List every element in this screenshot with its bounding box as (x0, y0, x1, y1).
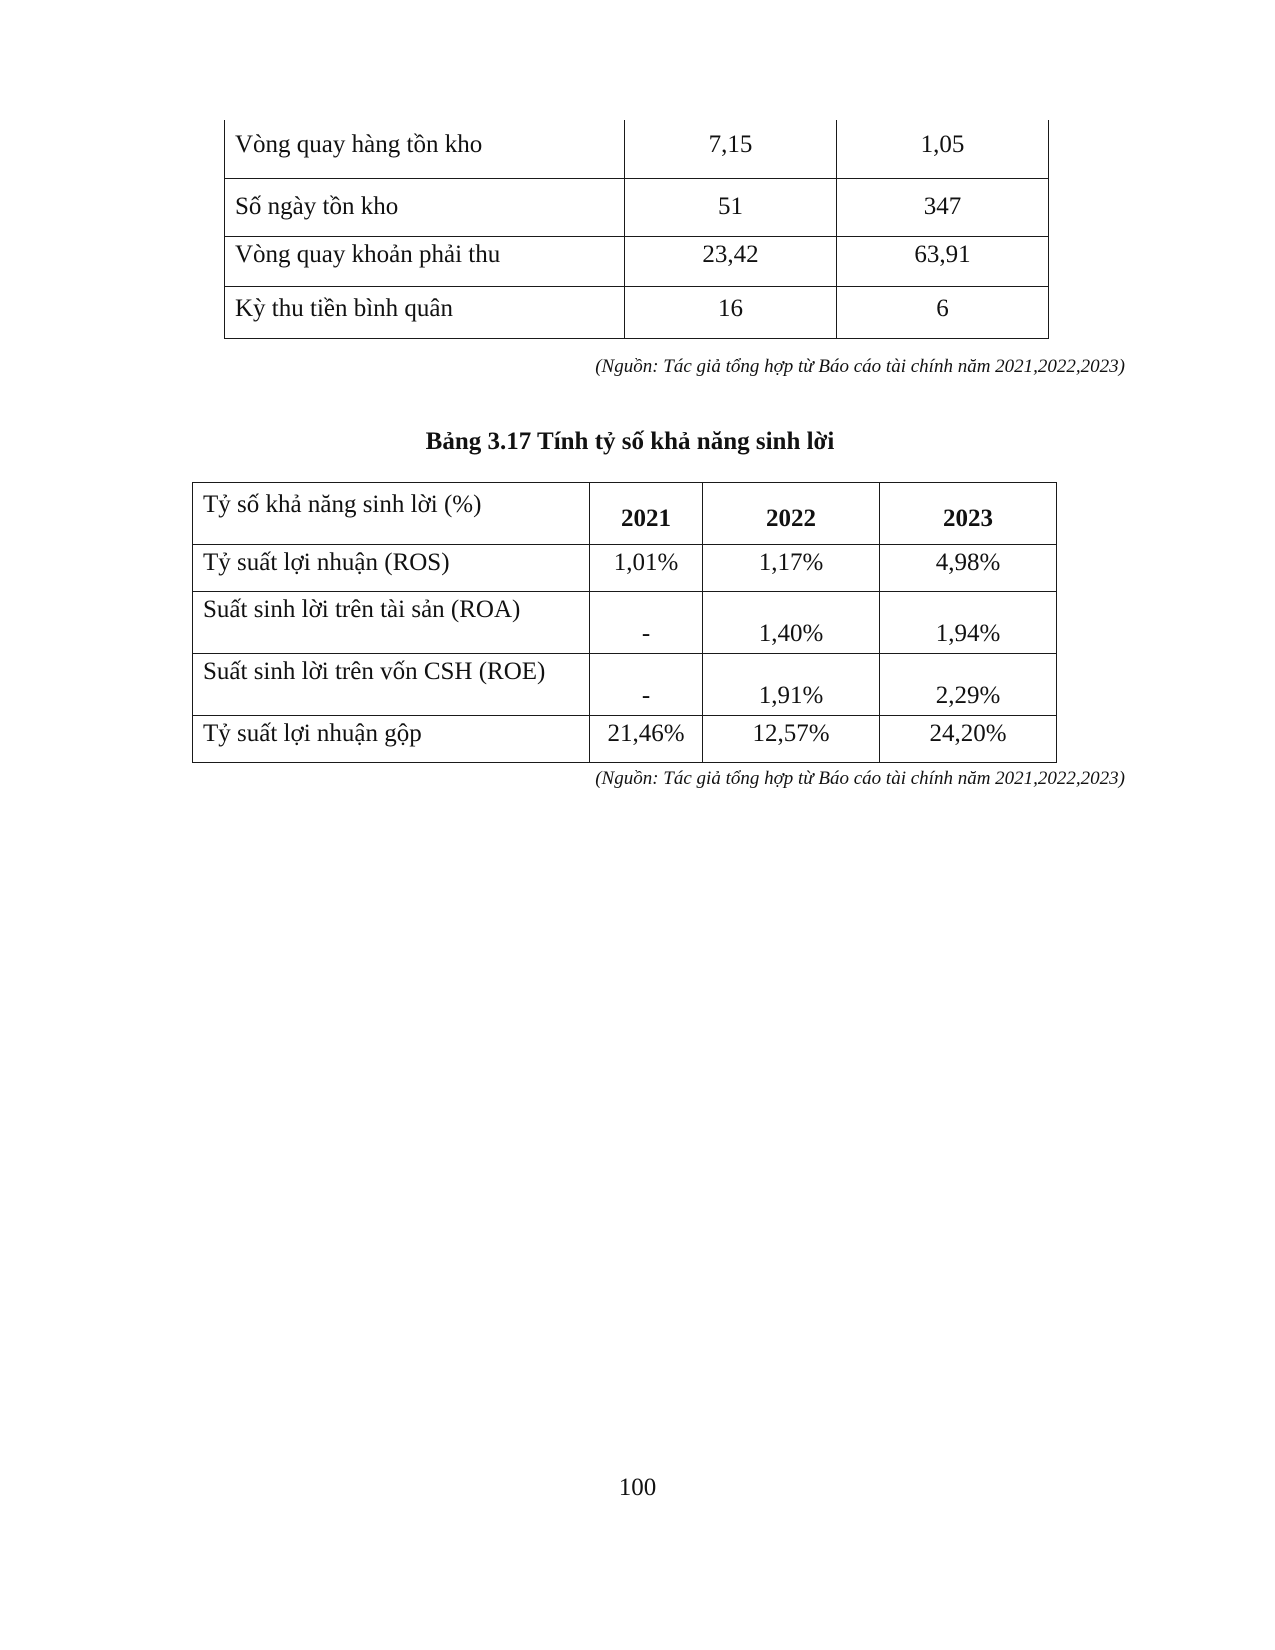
cell-value: - (590, 592, 703, 654)
row-label: Kỳ thu tiền bình quân (225, 286, 625, 338)
cell-value: 4,98% (880, 545, 1057, 592)
profitability-ratios-table (192, 482, 1057, 763)
cell-value: 63,91 (837, 236, 1049, 286)
cell-value: 1,17% (703, 545, 880, 592)
table-row (225, 120, 1049, 178)
table-row (225, 286, 1049, 338)
table-row (225, 178, 1049, 236)
header-year: 2023 (880, 483, 1057, 545)
row-label: Suất sinh lời trên vốn CSH (ROE) (193, 654, 590, 716)
row-label: Vòng quay khoản phải thu (225, 236, 625, 286)
activity-ratios-table (224, 120, 1049, 339)
table-row (225, 236, 1049, 286)
row-label: Tỷ suất lợi nhuận (ROS) (193, 545, 590, 592)
row-label: Tỷ suất lợi nhuận gộp (193, 716, 590, 763)
cell-value: 1,05 (837, 120, 1049, 178)
cell-value: 2,29% (880, 654, 1057, 716)
cell-value: 1,40% (703, 592, 880, 654)
header-label: Tỷ số khả năng sinh lời (%) (193, 483, 590, 545)
table-header-row (193, 483, 1057, 545)
cell-value: 1,94% (880, 592, 1057, 654)
table-source-note: (Nguồn: Tác giả tổng hợp từ Báo cáo tài chính năm 2021,2022,2023) (595, 356, 1125, 377)
cell-value: 12,57% (703, 716, 880, 763)
cell-value: - (590, 654, 703, 716)
cell-value: 51 (625, 178, 837, 236)
table-row (193, 716, 1057, 763)
cell-value: 16 (625, 286, 837, 338)
cell-value: 1,91% (703, 654, 880, 716)
cell-value: 1,01% (590, 545, 703, 592)
cell-value: 6 (837, 286, 1049, 338)
page-number: 100 (618, 1474, 657, 1501)
cell-value: 21,46% (590, 716, 703, 763)
table-row (193, 592, 1057, 654)
header-year: 2022 (703, 483, 880, 545)
table-row (193, 654, 1057, 716)
cell-value: 23,42 (625, 236, 837, 286)
table-source-note: (Nguồn: Tác giả tổng hợp từ Báo cáo tài chính năm 2021,2022,2023) (595, 768, 1125, 789)
table-title: Bảng 3.17 Tính tỷ số khả năng sinh lời (425, 428, 835, 455)
cell-value: 24,20% (880, 716, 1057, 763)
table-row (193, 545, 1057, 592)
row-label: Suất sinh lời trên tài sản (ROA) (193, 592, 590, 654)
cell-value: 347 (837, 178, 1049, 236)
row-label: Số ngày tồn kho (225, 178, 625, 236)
row-label: Vòng quay hàng tồn kho (225, 120, 625, 178)
cell-value: 7,15 (625, 120, 837, 178)
header-year: 2021 (590, 483, 703, 545)
